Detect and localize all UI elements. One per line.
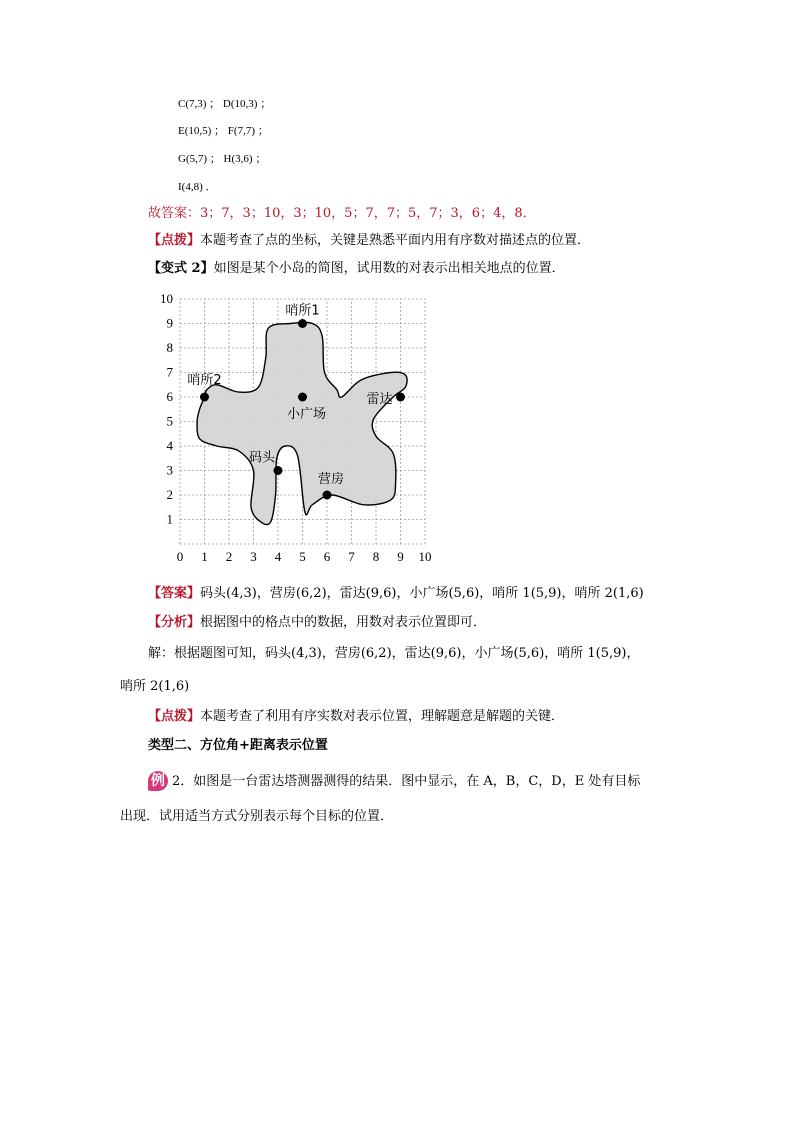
point-label: 小广场 [286, 407, 327, 422]
example-text: 2．如图是一台雷达塔测器测得的结果．图中显示，在 A，B，C，D，E 处有目标 [172, 774, 641, 789]
x-tick-label: 4 [274, 549, 282, 564]
coord-d: D(10,3) [222, 98, 258, 110]
tip-1 [148, 232, 590, 250]
coord-f: F(7,7) [227, 125, 255, 137]
x-tick-label: 1 [201, 549, 208, 564]
y-tick-label: 10 [160, 292, 173, 306]
x-tick-label: 6 [323, 549, 331, 564]
solution-line-2: 哨所 2(1,6) [120, 679, 190, 694]
coord-line-2 [178, 122, 269, 140]
coord-h: H(3,6) [223, 153, 253, 165]
y-tick-label: 6 [166, 389, 173, 404]
x-tick-label: 10 [418, 549, 432, 564]
y-tick-label: 1 [166, 511, 173, 527]
coord-e: E(10,5) [178, 125, 212, 137]
point-marker [200, 393, 209, 402]
example-badge: 例 [148, 771, 168, 791]
example-line-2: 出现．试用适当方式分别表示每个目标的位置． [120, 809, 394, 824]
point-marker [323, 491, 332, 500]
coord-c: C(7,3) [178, 98, 207, 110]
x-tick-label: 0 [176, 549, 184, 564]
variant-text: 如图是某个小岛的简图，试用数的对表示出相关地点的位置． [213, 261, 565, 276]
point-label: 营房 [317, 472, 345, 487]
coord-g: G(5,7) [178, 153, 208, 165]
solution-line-1: 解：根据题图可知，码头(4,3)，营房(6,2)，雷达(9,6)，小广场(5,6)，哨所 1(5,9)， [148, 646, 640, 661]
y-tick-label: 4 [166, 438, 173, 453]
tip-2 [148, 708, 564, 726]
answer [148, 585, 644, 603]
separator: ； [255, 153, 267, 165]
coord-line-3 [178, 150, 266, 168]
section-title: 类型二、方位角+距离表示位置 [148, 738, 328, 753]
island-map-figure [152, 292, 442, 568]
tip-text: 本题考查了点的坐标，关键是熟悉平面内用有序数对描述点的位置． [200, 233, 591, 248]
tip-text: 本题考查了利用有序实数对表示位置，理解题意是解题的关键． [200, 709, 565, 724]
tip-tag: 【点拨】 [148, 233, 201, 248]
x-tick-label: 2 [225, 549, 233, 564]
separator: ； [209, 153, 221, 165]
variant-2 [148, 260, 565, 278]
y-tick-label: 7 [166, 364, 173, 380]
point-label: 雷达 [366, 392, 393, 407]
point-marker [298, 319, 307, 328]
coord-i: I(4,8) [178, 181, 203, 193]
separator: ． [205, 181, 217, 193]
x-tick-label: 7 [348, 549, 355, 564]
point-marker [396, 393, 405, 402]
x-tick-label: 8 [372, 549, 380, 564]
answer-text: 码头(4,3)，营房(6,2)，雷达(9,6)，小广场(5,6)，哨所 1(5,9)，哨所 2(1,6) [200, 586, 644, 601]
y-tick-label: 2 [166, 487, 173, 502]
point-label: 哨所1 [285, 303, 320, 319]
point-marker [298, 393, 307, 402]
x-tick-label: 5 [299, 549, 306, 564]
example-line-1 [148, 771, 640, 791]
separator: ； [209, 98, 221, 110]
tip-tag: 【点拨】 [148, 709, 201, 724]
answer-line: 故答案：3；7，3；10，3；10，5；7，7；5，7；3，6；4，8． [148, 206, 536, 221]
y-tick-label: 9 [166, 315, 173, 331]
point-label: 码头 [248, 450, 276, 466]
analysis [148, 614, 486, 632]
point-marker [274, 466, 283, 475]
y-tick-label: 8 [166, 340, 173, 355]
y-tick-label: 5 [166, 413, 173, 429]
island-outline [197, 322, 407, 524]
analysis-tag: 【分析】 [148, 615, 201, 630]
variant-tag: 【变式 2】 [148, 261, 214, 276]
coord-line-1 [178, 95, 271, 113]
y-tick-label: 3 [166, 462, 173, 478]
separator: ； [257, 125, 269, 137]
answer-tag: 【答案】 [148, 586, 201, 601]
point-label: 哨所2 [187, 373, 222, 388]
separator: ； [260, 98, 272, 110]
x-tick-label: 9 [397, 549, 404, 564]
analysis-text: 根据图中的格点中的数据，用数对表示位置即可． [200, 615, 487, 630]
separator: ； [214, 125, 226, 137]
coord-line-4 [178, 178, 217, 196]
x-tick-label: 3 [250, 549, 257, 564]
